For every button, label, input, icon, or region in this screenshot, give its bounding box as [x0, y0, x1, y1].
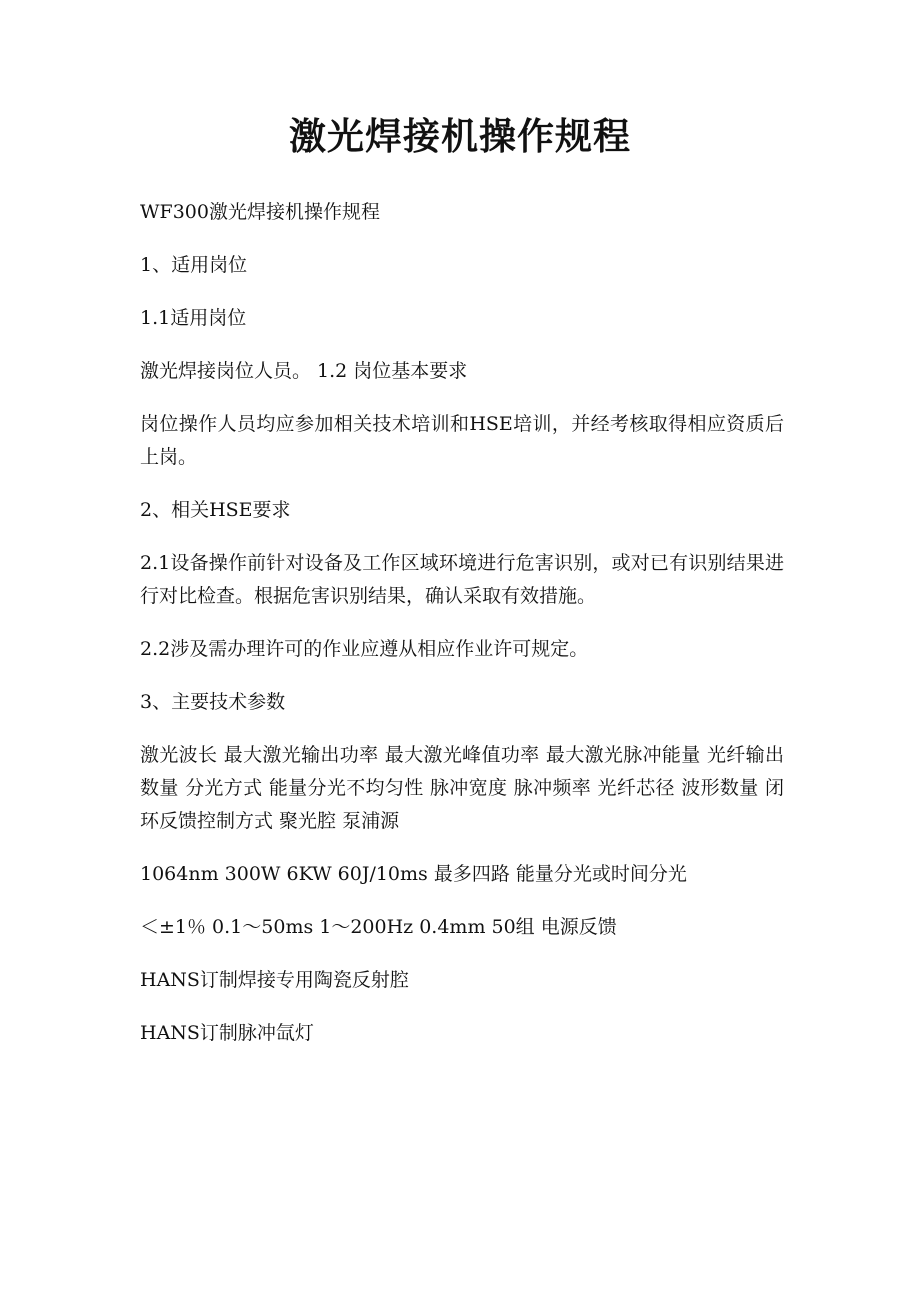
paragraph-reflector: HANS订制焊接专用陶瓷反射腔	[140, 969, 409, 991]
document-title: 激光焊接机操作规程	[289, 114, 631, 158]
paragraph-lamp: HANS订制脉冲氙灯	[140, 1022, 314, 1044]
paragraph-2-1: 2.1设备操作前针对设备及工作区域环境进行危害识别，或对已有识别结果进行对比检查。根据危害识别结果，确认采取有效措施。	[140, 552, 784, 607]
paragraph-2-2: 2.2涉及需办理许可的作业应遵从相应作业许可规定。	[140, 638, 589, 660]
document-body	[140, 196, 784, 1070]
paragraph-requirements: 岗位操作人员均应参加相关技术培训和HSE培训，并经考核取得相应资质后上岗。	[140, 413, 784, 468]
paragraph-parameter-values-1: 1064nm 300W 6KW 60J/10ms 最多四路 能量分光或时间分光	[140, 863, 687, 885]
section-heading-3: 3、主要技术参数	[140, 691, 286, 713]
section-heading-2: 2、相关HSE要求	[140, 499, 291, 521]
paragraph-personnel: 激光焊接岗位人员。 1.2 岗位基本要求	[140, 360, 468, 382]
section-heading-1: 1、适用岗位	[140, 254, 248, 276]
subtitle-paragraph: WF300激光焊接机操作规程	[140, 201, 380, 223]
subsection-heading-1-1: 1.1适用岗位	[140, 307, 247, 329]
paragraph-parameter-names: 激光波长 最大激光输出功率 最大激光峰值功率 最大激光脉冲能量 光纤输出数量 分光方式 能量分光不均匀性 脉冲宽度 脉冲频率 光纤芯径 波形数量 闭环反馈控制方式 聚光腔 泵浦源	[140, 744, 784, 832]
paragraph-parameter-values-2: ＜±1％ 0.1～50ms 1～200Hz 0.4mm 50组 电源反馈	[140, 916, 617, 938]
